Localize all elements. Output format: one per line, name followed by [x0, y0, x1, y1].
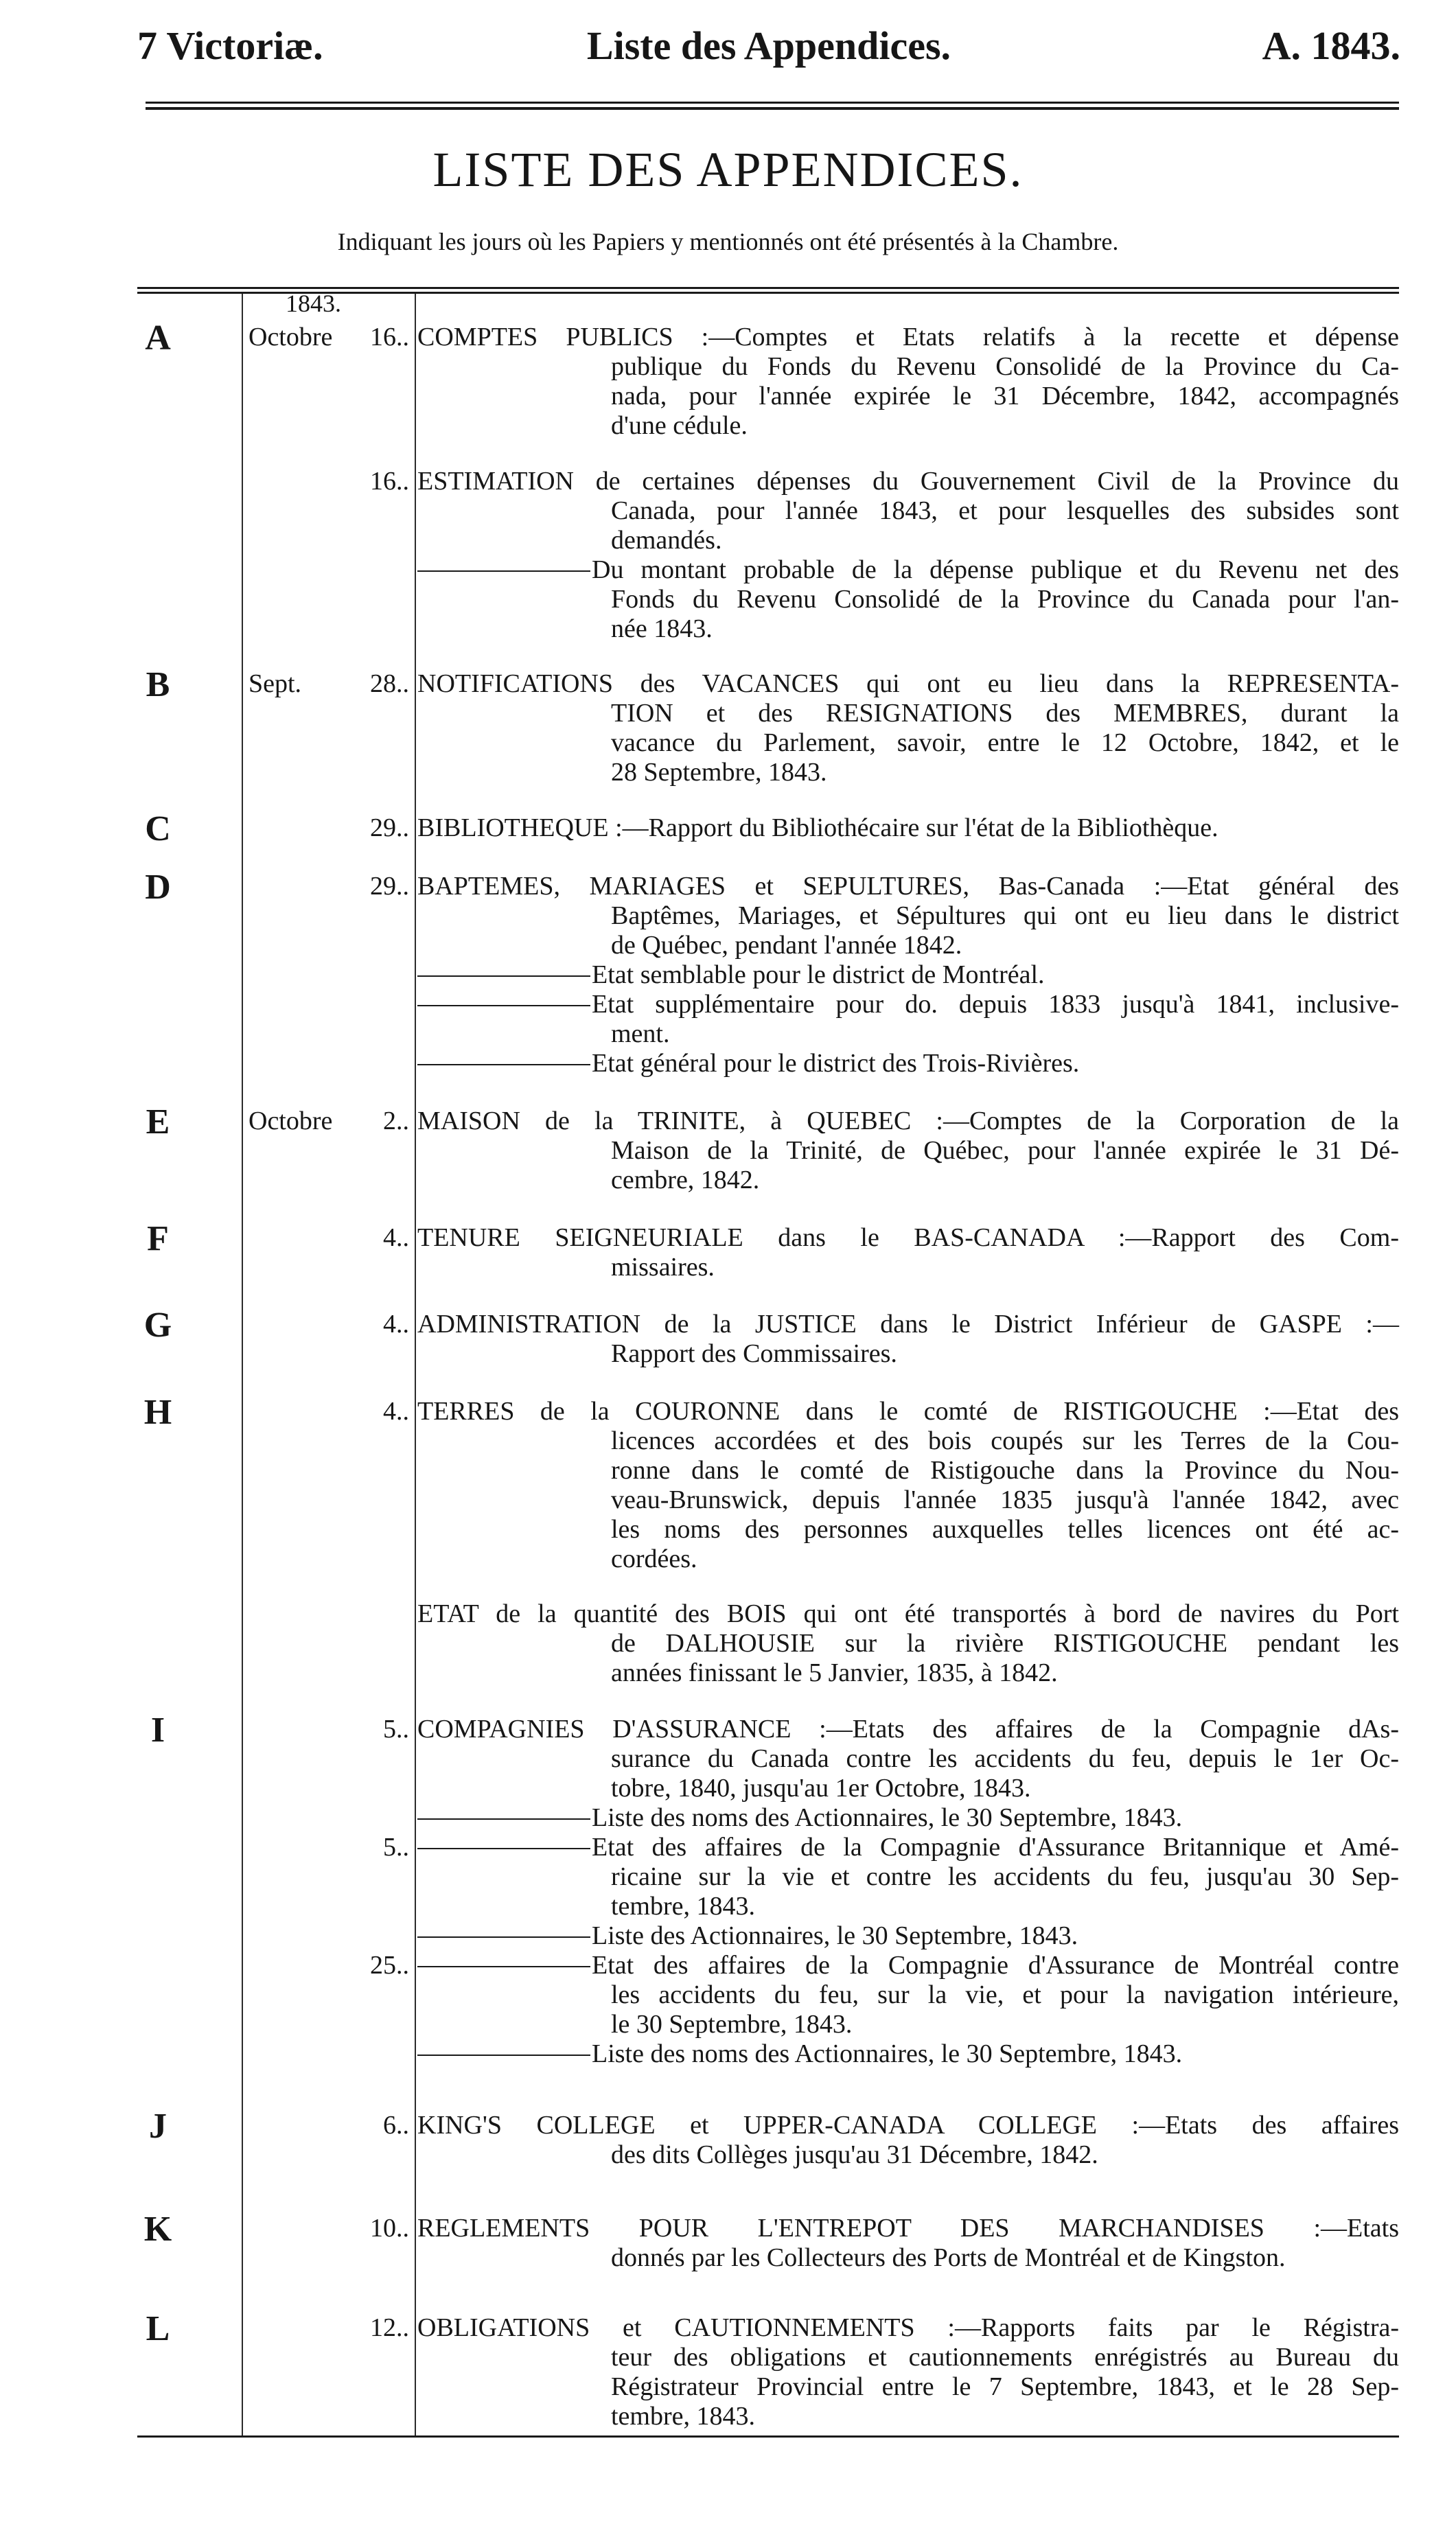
- entry-text-line: COMPAGNIES D'ASSURANCE :—Etats des affaires de la Compagnie dAs-: [417, 1715, 1399, 1744]
- ditto-dash: [417, 1936, 590, 1938]
- entry-text-line: ricaine sur la vie et contre les accidents du feu, jusqu'au 30 Sep-: [611, 1862, 1399, 1891]
- ditto-dash: [417, 2055, 590, 2056]
- ditto-dash: [417, 975, 590, 977]
- entry-text-line: BIBLIOTHEQUE :—Rapport du Bibliothécaire sur l'état de la Bibliothèque.: [417, 813, 1218, 842]
- appendix-letter: K: [143, 2210, 172, 2249]
- ditto-dash: [417, 1848, 590, 1849]
- header-year: A. 1843.: [1262, 23, 1400, 68]
- entry-text-line: NOTIFICATIONS des VACANCES qui ont eu lieu dans la REPRESENTA-: [417, 669, 1399, 698]
- entry-text-line: Liste des noms des Actionnaires, le 30 Septembre, 1843.: [592, 1803, 1183, 1832]
- entry-day: 29..: [370, 872, 409, 901]
- entry-day: 28..: [370, 669, 409, 698]
- entry-text-line: MAISON de la TRINITE, à QUEBEC :—Comptes de la Corporation de la: [417, 1107, 1399, 1135]
- running-header: [137, 22, 1400, 70]
- entry-text-line: demandés.: [611, 526, 722, 555]
- entry-text-line: années finissant le 5 Janvier, 1835, à 1842.: [611, 1658, 1058, 1687]
- entry-text-line: Etat général pour le district des Trois-Rivières.: [592, 1049, 1080, 1078]
- appendix-letter: G: [143, 1306, 172, 1345]
- entry-day: 4..: [383, 1397, 409, 1426]
- entry-month: Sept.: [249, 669, 302, 698]
- appendix-letter: F: [147, 1219, 169, 1258]
- page-subtitle: Indiquant les jours où les Papiers y mentionnés ont été présentés à la Chambre.: [337, 228, 1119, 255]
- entry-day: 16..: [370, 467, 409, 496]
- entry-text-line: ment.: [611, 1019, 670, 1048]
- entry-text-line: OBLIGATIONS et CAUTIONNEMENTS :—Rapports faits par le Régistra-: [417, 2313, 1399, 2342]
- ditto-dash: [417, 1064, 590, 1065]
- appendix-letter: H: [143, 1393, 172, 1432]
- entry-text-line: tobre, 1840, jusqu'au 1er Octobre, 1843.: [611, 1774, 1031, 1803]
- appendix-letter: C: [145, 809, 171, 848]
- entry-month: Octobre: [249, 323, 333, 351]
- entry-day: 2..: [383, 1107, 409, 1135]
- entry-text-line: REGLEMENTS POUR L'ENTREPOT DES MARCHANDISES :—Etats: [417, 2214, 1399, 2243]
- entry-text-line: Rapport des Commissaires.: [611, 1339, 897, 1368]
- entry-text-line: de Québec, pendant l'année 1842.: [611, 931, 962, 960]
- column-divider-date: [242, 294, 243, 2435]
- page-title: LISTE DES APPENDICES.: [432, 142, 1024, 197]
- entry-text-line: BAPTEMES, MARIAGES et SEPULTURES, Bas-Canada :—Etat général des: [417, 872, 1399, 901]
- header-title: Liste des Appendices.: [586, 23, 951, 68]
- entry-text-line: Etat semblable pour le district de Montréal.: [592, 960, 1045, 989]
- entry-text-line: publique du Fonds du Revenu Consolidé de la Province du Ca-: [611, 352, 1399, 381]
- year-heading: 1843.: [286, 290, 341, 317]
- entry-text-line: TENURE SEIGNEURIALE dans le BAS-CANADA :—Rapport des Com-: [417, 1223, 1399, 1252]
- ditto-dash: [417, 1005, 590, 1006]
- appendix-letter: B: [146, 665, 170, 704]
- ditto-dash: [417, 1818, 590, 1820]
- ditto-dash: [417, 1966, 590, 1967]
- entry-text-line: les noms des personnes auxquelles telles licences ont été ac-: [611, 1515, 1399, 1544]
- entry-text-line: tembre, 1843.: [611, 2402, 756, 2431]
- entry-day: 29..: [370, 813, 409, 842]
- entry-text-line: Liste des Actionnaires, le 30 Septembre, 1843.: [592, 1921, 1078, 1950]
- appendix-letter: I: [150, 1711, 165, 1750]
- appendix-letter: A: [145, 319, 171, 358]
- entry-text-line: cembre, 1842.: [611, 1166, 760, 1194]
- entry-text-line: Du montant probable de la dépense publique et du Revenu net des: [592, 555, 1399, 584]
- entry-text-line: d'une cédule.: [611, 411, 748, 440]
- entry-text-line: missaires.: [611, 1253, 715, 1282]
- entry-text-line: vacance du Parlement, savoir, entre le 12 Octobre, 1842, et le: [611, 728, 1399, 757]
- entry-text-line: des dits Collèges jusqu'au 31 Décembre, 1842.: [611, 2140, 1098, 2169]
- column-divider-description: [415, 294, 416, 2435]
- entry-text-line: teur des obligations et cautionnements enrégistrés au Bureau du: [611, 2343, 1399, 2372]
- entry-text-line: les accidents du feu, sur la vie, et pour la navigation intérieure,: [611, 1980, 1399, 2009]
- entry-text-line: KING'S COLLEGE et UPPER-CANADA COLLEGE :—Etats des affaires: [417, 2111, 1399, 2140]
- entry-day: 4..: [383, 1310, 409, 1339]
- entry-text-line: tembre, 1843.: [611, 1892, 756, 1921]
- ditto-dash: [417, 570, 590, 572]
- entry-text-line: ESTIMATION de certaines dépenses du Gouvernement Civil de la Province du: [417, 467, 1399, 496]
- entry-text-line: de DALHOUSIE sur la rivière RISTIGOUCHE pendant les: [611, 1629, 1399, 1658]
- entry-text-line: licences accordées et des bois coupés sur les Terres de la Cou-: [611, 1426, 1399, 1455]
- entry-text-line: le 30 Septembre, 1843.: [611, 2010, 853, 2039]
- entry-text-line: ETAT de la quantité des BOIS qui ont été transportés à bord de navires du Port: [417, 1599, 1399, 1628]
- entry-text-line: TERRES de la COURONNE dans le comté de RISTIGOUCHE :—Etat des: [417, 1397, 1399, 1426]
- header-double-rule: [146, 102, 1399, 110]
- entry-text-line: Canada, pour l'année 1843, et pour lesquelles des subsides sont: [611, 496, 1399, 525]
- appendix-letter: L: [146, 2309, 170, 2348]
- entry-day: 4..: [383, 1223, 409, 1252]
- entry-day: 6..: [383, 2111, 409, 2140]
- entry-text-line: nada, pour l'année expirée le 31 Décembre, 1842, accompagnés: [611, 382, 1399, 410]
- entry-text-line: donnés par les Collecteurs des Ports de Montréal et de Kingston.: [611, 2243, 1286, 2272]
- entry-text-line: Régistrateur Provincial entre le 7 Septembre, 1843, et le 28 Sep-: [611, 2372, 1399, 2401]
- entry-text-line: cordées.: [611, 1544, 697, 1573]
- appendix-letter: J: [149, 2107, 167, 2146]
- entry-text-line: 28 Septembre, 1843.: [611, 758, 827, 787]
- header-session: 7 Victoriæ.: [137, 23, 323, 68]
- entry-day: 5..: [383, 1715, 409, 1744]
- entry-text-line: TION et des RESIGNATIONS des MEMBRES, durant la: [611, 699, 1399, 728]
- table-bottom-rule: [137, 2435, 1399, 2438]
- appendix-letter: E: [146, 1102, 170, 1142]
- entry-month: Octobre: [249, 1107, 333, 1135]
- entry-text-line: Fonds du Revenu Consolidé de la Province du Canada pour l'an-: [611, 585, 1399, 614]
- entry-day: 10..: [370, 2214, 409, 2243]
- entry-text-line: ronne dans le comté de Ristigouche dans la Province du Nou-: [611, 1456, 1399, 1485]
- entry-day: 12..: [370, 2313, 409, 2342]
- entry-text-line: veau-Brunswick, depuis l'année 1835 jusqu'à l'année 1842, avec: [611, 1485, 1399, 1514]
- entry-text-line: Maison de la Trinité, de Québec, pour l'année expirée le 31 Dé-: [611, 1136, 1399, 1165]
- entry-day: 25..: [370, 1951, 409, 1980]
- entry-text-line: Etat des affaires de la Compagnie d'Assurance Britannique et Amé-: [592, 1833, 1399, 1862]
- entry-text-line: Baptêmes, Mariages, et Sépultures qui ont eu lieu dans le district: [611, 901, 1399, 930]
- appendix-letter: D: [145, 868, 171, 907]
- entry-text-line: Etat des affaires de la Compagnie d'Assurance de Montréal contre: [592, 1951, 1399, 1980]
- entry-text-line: Liste des noms des Actionnaires, le 30 Septembre, 1843.: [592, 2039, 1183, 2068]
- entry-text-line: ADMINISTRATION de la JUSTICE dans le District Inférieur de GASPE :—: [417, 1310, 1399, 1339]
- entry-day: 5..: [383, 1833, 409, 1862]
- entry-text-line: COMPTES PUBLICS :—Comptes et Etats relatifs à la recette et dépense: [417, 323, 1399, 351]
- entry-day: 16..: [370, 323, 409, 351]
- entry-text-line: surance du Canada contre les accidents du feu, depuis le 1er Oc-: [611, 1744, 1399, 1773]
- entry-text-line: Etat supplémentaire pour do. depuis 1833 jusqu'à 1841, inclusive-: [592, 990, 1399, 1019]
- entry-text-line: née 1843.: [611, 614, 713, 643]
